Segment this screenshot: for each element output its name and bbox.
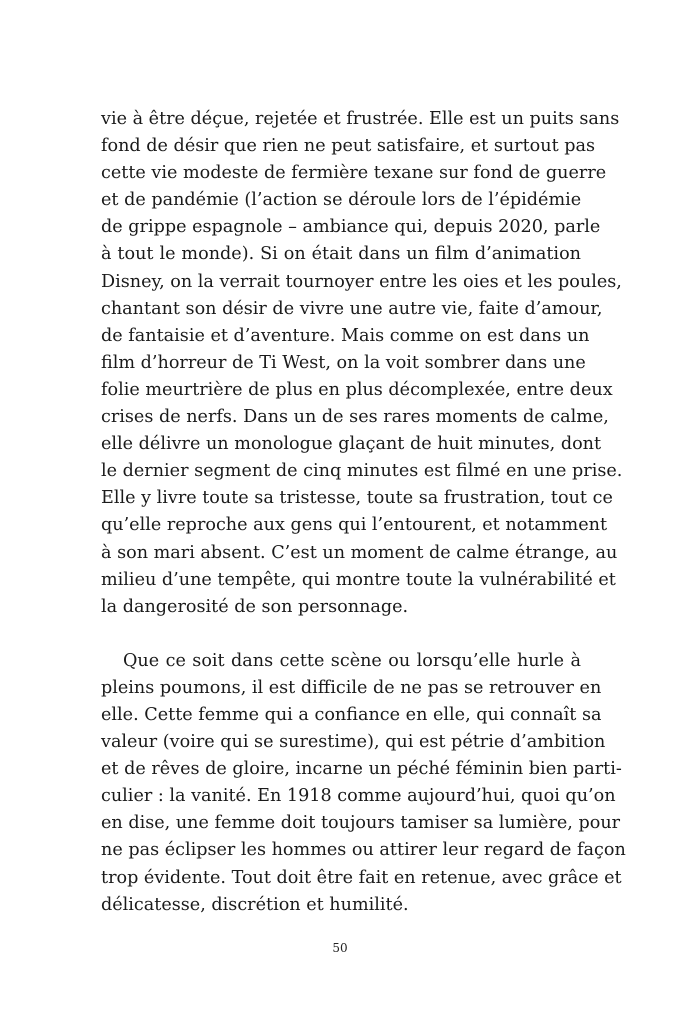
text-line: Disney, on la verrait tournoyer entre les oies et les poules, — [101, 271, 622, 292]
text-line: de grippe espagnole – ambiance qui, depuis 2020, parle — [101, 217, 601, 238]
text-line: valeur (voire qui se surestime), qui est pétrie d’ambition — [101, 732, 606, 753]
text-line: trop évidente. Tout doit être fait en retenue, avec grâce et — [101, 867, 622, 888]
page-number: 50 — [332, 941, 348, 955]
text-line: crises de nerfs. Dans un de ses rares moments de calme, — [101, 407, 609, 428]
text-line: milieu d’une tempête, qui montre toute la vulnérabilité et — [101, 569, 616, 590]
text-line: elle. Cette femme qui a confiance en elle, qui connaît sa — [101, 704, 602, 725]
paragraph-spacer — [101, 621, 581, 648]
text-line: de fantaisie et d’aventure. Mais comme on est dans un — [101, 325, 590, 346]
text-line: en dise, une femme doit toujours tamiser sa lumière, pour — [101, 813, 621, 834]
paragraph-1 — [101, 106, 623, 621]
text-line: à tout le monde). Si on était dans un film d’animation — [101, 244, 581, 265]
text-line: Elle y livre toute sa tristesse, toute sa frustration, tout ce — [101, 488, 613, 509]
text-line: et de rêves de gloire, incarne un péché féminin bien parti- — [101, 759, 622, 780]
text-line: fond de désir que rien ne peut satisfaire, et surtout pas — [101, 136, 596, 157]
text-line: folie meurtrière de plus en plus décomplexée, entre deux — [101, 379, 613, 400]
text-line: ne pas éclipser les hommes ou attirer leur regard de façon — [101, 840, 626, 861]
text-line: chantant son désir de vivre une autre vie, faite d’amour, — [101, 298, 603, 319]
text-line: film d’horreur de Ti West, on la voit sombrer dans une — [101, 352, 586, 373]
text-line: et de pandémie (l’action se déroule lors de l’épidémie — [101, 190, 582, 211]
text-line: la dangerosité de son personnage. — [101, 596, 409, 617]
page-body — [101, 106, 626, 919]
text-line: à son mari absent. C’est un moment de calme étrange, au — [101, 542, 618, 563]
text-line: culier : la vanité. En 1918 comme aujourd’hui, quoi qu’on — [101, 786, 616, 807]
text-line: le dernier segment de cinq minutes est filmé en une prise. — [101, 461, 623, 482]
text-line: pleins poumons, il est difficile de ne pas se retrouver en — [101, 677, 602, 698]
text-line: délicatesse, discrétion et humilité. — [101, 894, 409, 915]
text-line: Que ce soit dans cette scène ou lorsqu’elle hurle à — [123, 650, 581, 671]
text-line: cette vie modeste de fermière texane sur fond de guerre — [101, 163, 607, 184]
text-line: elle délivre un monologue glaçant de huit minutes, dont — [101, 434, 602, 455]
text-line: qu’elle reproche aux gens qui l’entourent, et notamment — [101, 515, 608, 536]
paragraph-2 — [101, 648, 626, 919]
text-line: vie à être déçue, rejetée et frustrée. Elle est un puits sans — [101, 109, 620, 129]
